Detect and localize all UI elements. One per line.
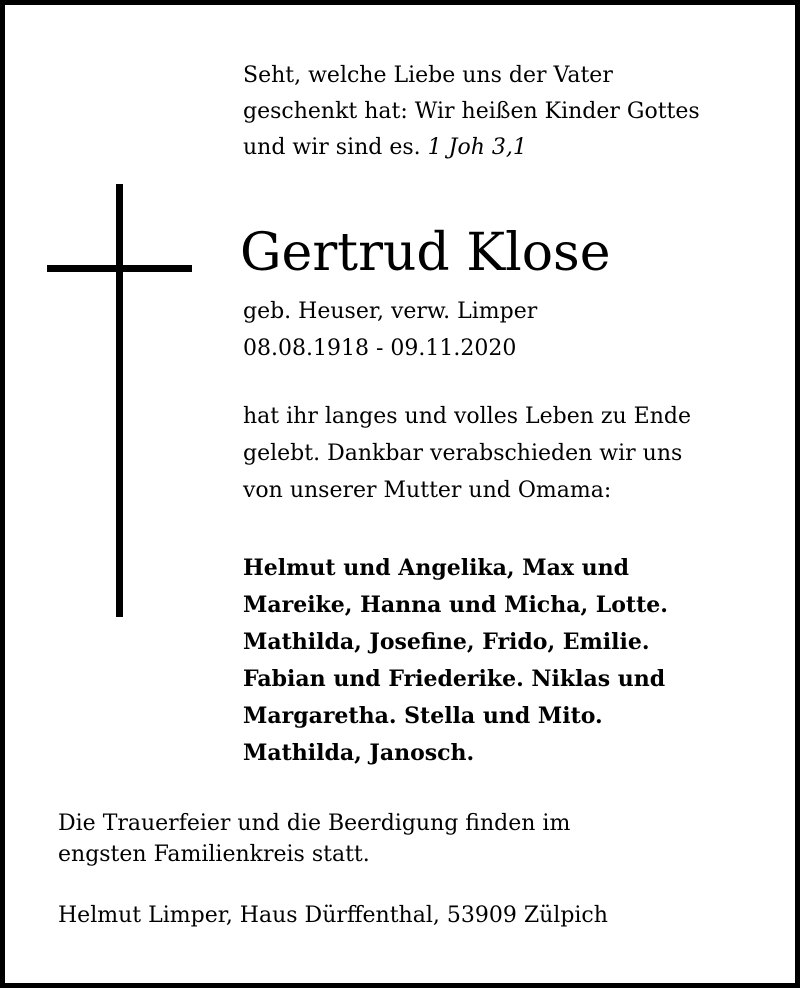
ceremony-info — [58, 808, 570, 870]
bible-verse — [243, 58, 700, 166]
farewell-message — [243, 398, 691, 509]
verse-line: geschenkt hat: Wir heißen Kinder Gottes — [243, 99, 700, 124]
ceremony-line: Die Trauerfeier und die Beerdigung finden im — [58, 811, 571, 836]
family-line: Helmut und Angelika, Max und — [243, 555, 629, 581]
verse-line: und wir sind es. — [243, 135, 421, 160]
ceremony-line: engsten Familienkreis statt. — [58, 842, 370, 867]
verse-reference: 1 Joh 3,1 — [427, 135, 527, 160]
cross-icon-vertical — [116, 184, 123, 617]
family-line: Mathilda, Josefine, Frido, Emilie. — [243, 629, 650, 655]
verse-line: Seht, welche Liebe uns der Vater — [243, 63, 613, 88]
life-dates: 08.08.1918 - 09.11.2020 — [243, 336, 517, 361]
message-line: gelebt. Dankbar verabschieden wir uns — [243, 441, 683, 466]
birth-names: geb. Heuser, verw. Limper — [243, 299, 538, 324]
family-line: Mathilda, Janosch. — [243, 740, 475, 766]
message-line: hat ihr langes und volles Leben zu Ende — [243, 404, 691, 429]
verse-line-last — [243, 130, 700, 166]
family-members — [243, 550, 668, 772]
contact-address: Helmut Limper, Haus Dürffenthal, 53909 Zülpich — [58, 903, 608, 928]
family-line: Mareike, Hanna und Micha, Lotte. — [243, 592, 668, 618]
deceased-name: Gertrud Klose — [240, 223, 611, 283]
cross-icon-horizontal — [47, 265, 192, 272]
message-line: von unserer Mutter und Omama: — [243, 478, 612, 503]
deceased-details — [243, 293, 537, 367]
family-line: Fabian und Friederike. Niklas und — [243, 666, 666, 692]
family-line: Margaretha. Stella und Mito. — [243, 703, 603, 729]
